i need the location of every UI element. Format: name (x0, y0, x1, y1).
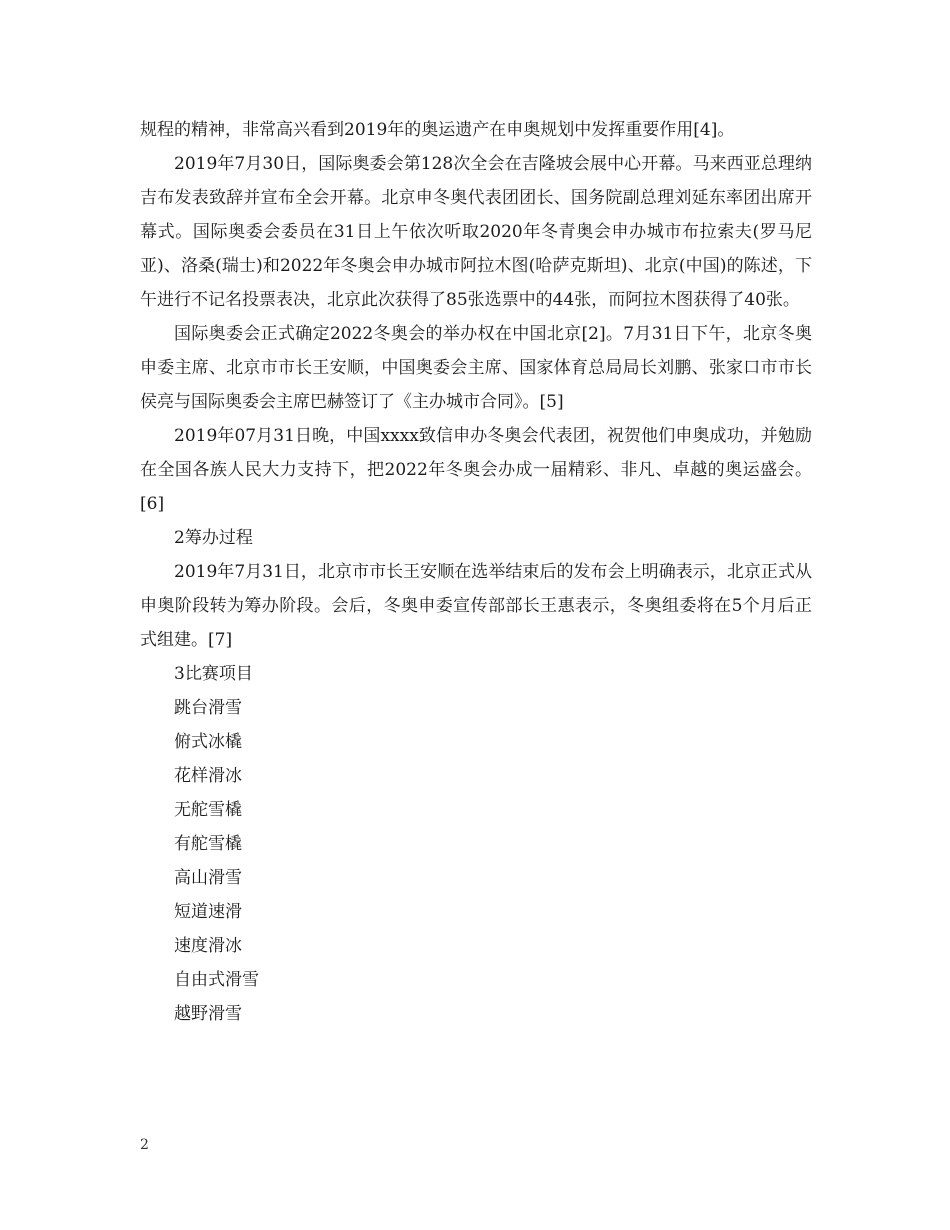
event-list (140, 691, 812, 1031)
list-item: 越野滑雪 (174, 1004, 242, 1024)
paragraph-congratulation-letter: 2019年07月31日晚，中国xxxx致信申办冬奥会代表团，祝贺他们申奥成功，并勉励在全国各族人民大力支持下，把2022年冬奥会办成一届精彩、非凡、卓越的奥运盛会。[6] (140, 426, 812, 514)
paragraph-continuation: 规程的精神，非常高兴看到2019年的奥运遗产在申奥规划中发挥重要作用[4]。 (140, 120, 735, 140)
paragraph-ioc-session: 2019年7月30日，国际奥委会第128次全会在吉隆坡会展中心开幕。马来西亚总理纳吉布发表致辞并宣布全会开幕。北京申冬奥代表团团长、国务院副总理刘延东率团出席开幕式。国际奥委会委员在31日上午依次听取2020年冬青奥会申办城市布拉索夫(罗马尼亚)、洛桑(瑞士)和2022年冬奥会申办城市阿拉木图(哈萨克斯坦)、北京(中国)的陈述，下午进行不记名投票表决，北京此次获得了85张选票中的44张，而阿拉木图获得了40张。 (140, 154, 812, 310)
document-body (140, 113, 812, 1031)
paragraph-host-city-confirmed: 国际奥委会正式确定2022冬奥会的举办权在中国北京[2]。7月31日下午，北京冬奥申委主席、北京市市长王安顺，中国奥委会主席、国家体育总局局长刘鹏、张家口市市长侯亮与国际奥委会主席巴赫签订了《主办城市合同》。[5] (140, 324, 812, 412)
list-item: 无舵雪橇 (174, 800, 242, 820)
section-heading-events: 3比赛项目 (174, 664, 253, 684)
list-item: 跳台滑雪 (174, 698, 242, 718)
page-number: 2 (140, 1137, 149, 1153)
list-item: 花样滑冰 (174, 766, 242, 786)
list-item: 俯式冰橇 (174, 732, 242, 752)
list-item: 自由式滑雪 (174, 970, 259, 990)
list-item: 速度滑冰 (174, 936, 242, 956)
list-item: 高山滑雪 (174, 868, 242, 888)
section-heading-preparation: 2筹办过程 (174, 528, 253, 548)
paragraph-preparation-process: 2019年7月31日，北京市市长王安顺在选举结束后的发布会上明确表示，北京正式从申奥阶段转为筹办阶段。会后，冬奥申委宣传部部长王惠表示，冬奥组委将在5个月后正式组建。[7] (140, 562, 812, 650)
list-item: 短道速滑 (174, 902, 242, 922)
list-item: 有舵雪橇 (174, 834, 242, 854)
